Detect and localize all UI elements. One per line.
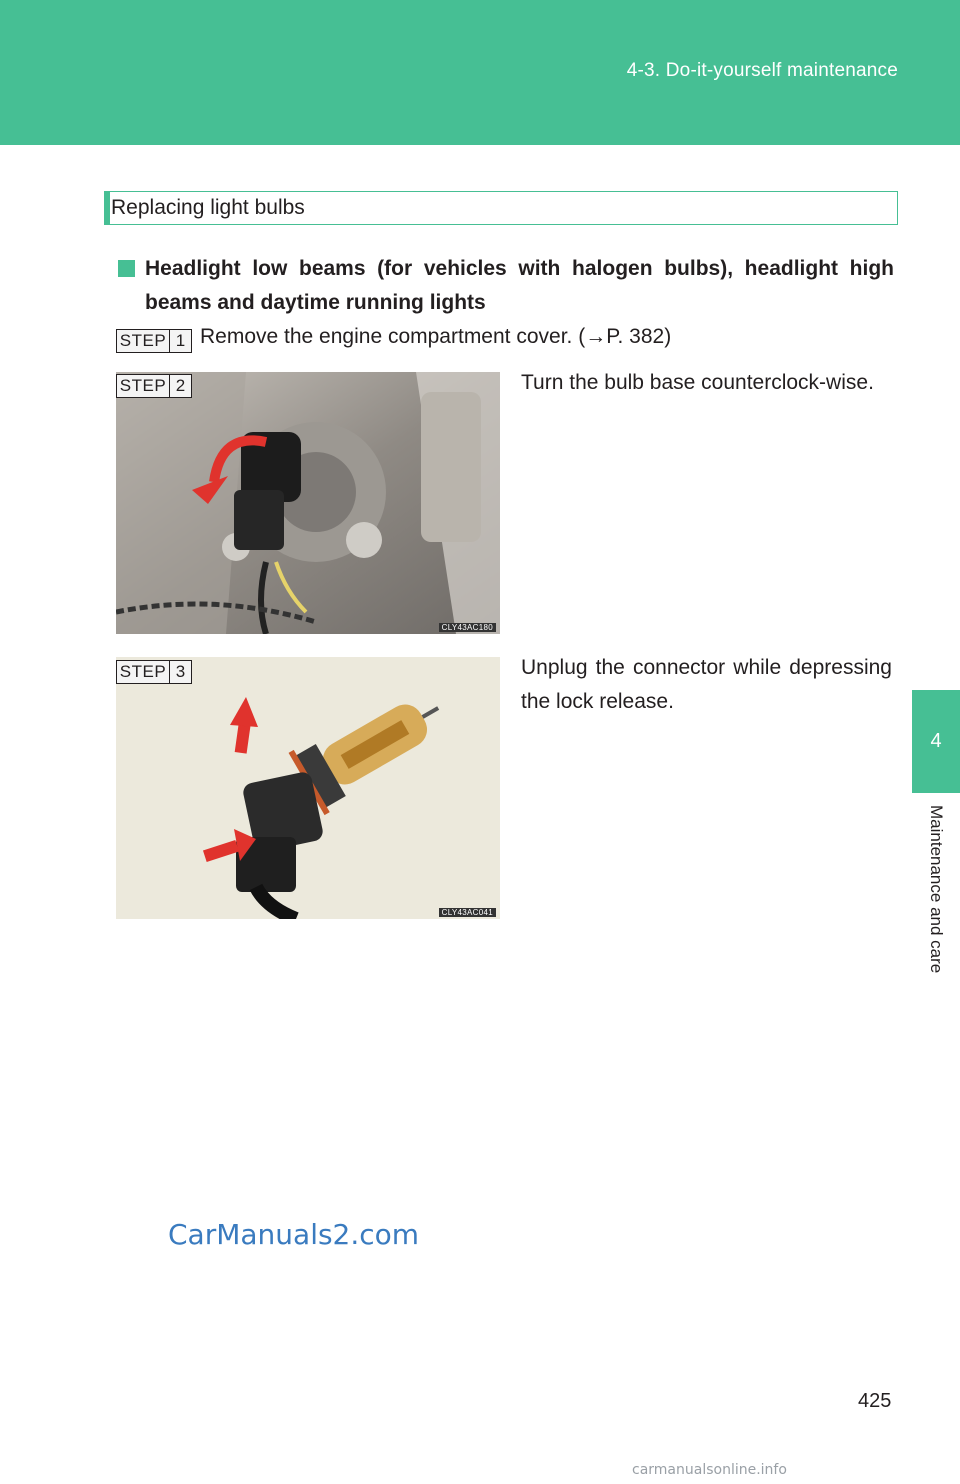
step-1-text: Remove the engine compartment cover. (→P. 382) [200,325,672,348]
chapter-tab-label [912,793,960,1123]
square-bullet-icon [118,260,135,277]
figure-3-code: CLY43AC041 [439,908,496,917]
step-3-text: Unplug the connector while depressing the lock release. [521,656,892,713]
step-1-label: STEP [117,330,170,352]
step-3-label: STEP [117,661,170,683]
section-title: Replacing light bulbs [111,196,305,219]
step-2-figure [116,372,500,634]
header-section-title: 4-3. Do-it-yourself maintenance [626,60,898,81]
step-3-badge [116,660,192,684]
step-2-label: STEP [117,375,170,397]
subheading [118,252,894,320]
step-2-badge [116,374,192,398]
bulb-base-photo [116,372,500,634]
step-3-figure [116,657,500,919]
section-heading-bar [104,191,898,225]
step-1-number: 1 [175,331,186,350]
subheading-text: Headlight low beams (for vehicles with halogen bulbs), headlight high beams and daytime running lights [145,257,894,314]
figure-2-code: CLY43AC180 [439,623,496,632]
step-2-number: 2 [175,376,186,395]
watermark-carmanuals[interactable]: CarManuals2.com [168,1218,420,1251]
step-1-badge [116,329,192,353]
chapter-tab-label-text: Maintenance and care [927,805,946,974]
page-number: 425 [858,1390,892,1412]
chapter-tab-number[interactable]: 4 [912,690,960,793]
step-2-text: Turn the bulb base counterclock-wise. [521,371,874,394]
watermark-carmanualsonline[interactable]: carmanualsonline.info [632,1462,787,1478]
bulb-connector-illustration [116,657,500,919]
header-band [0,0,960,145]
section-accent [104,191,110,225]
step-3-number: 3 [175,662,186,681]
